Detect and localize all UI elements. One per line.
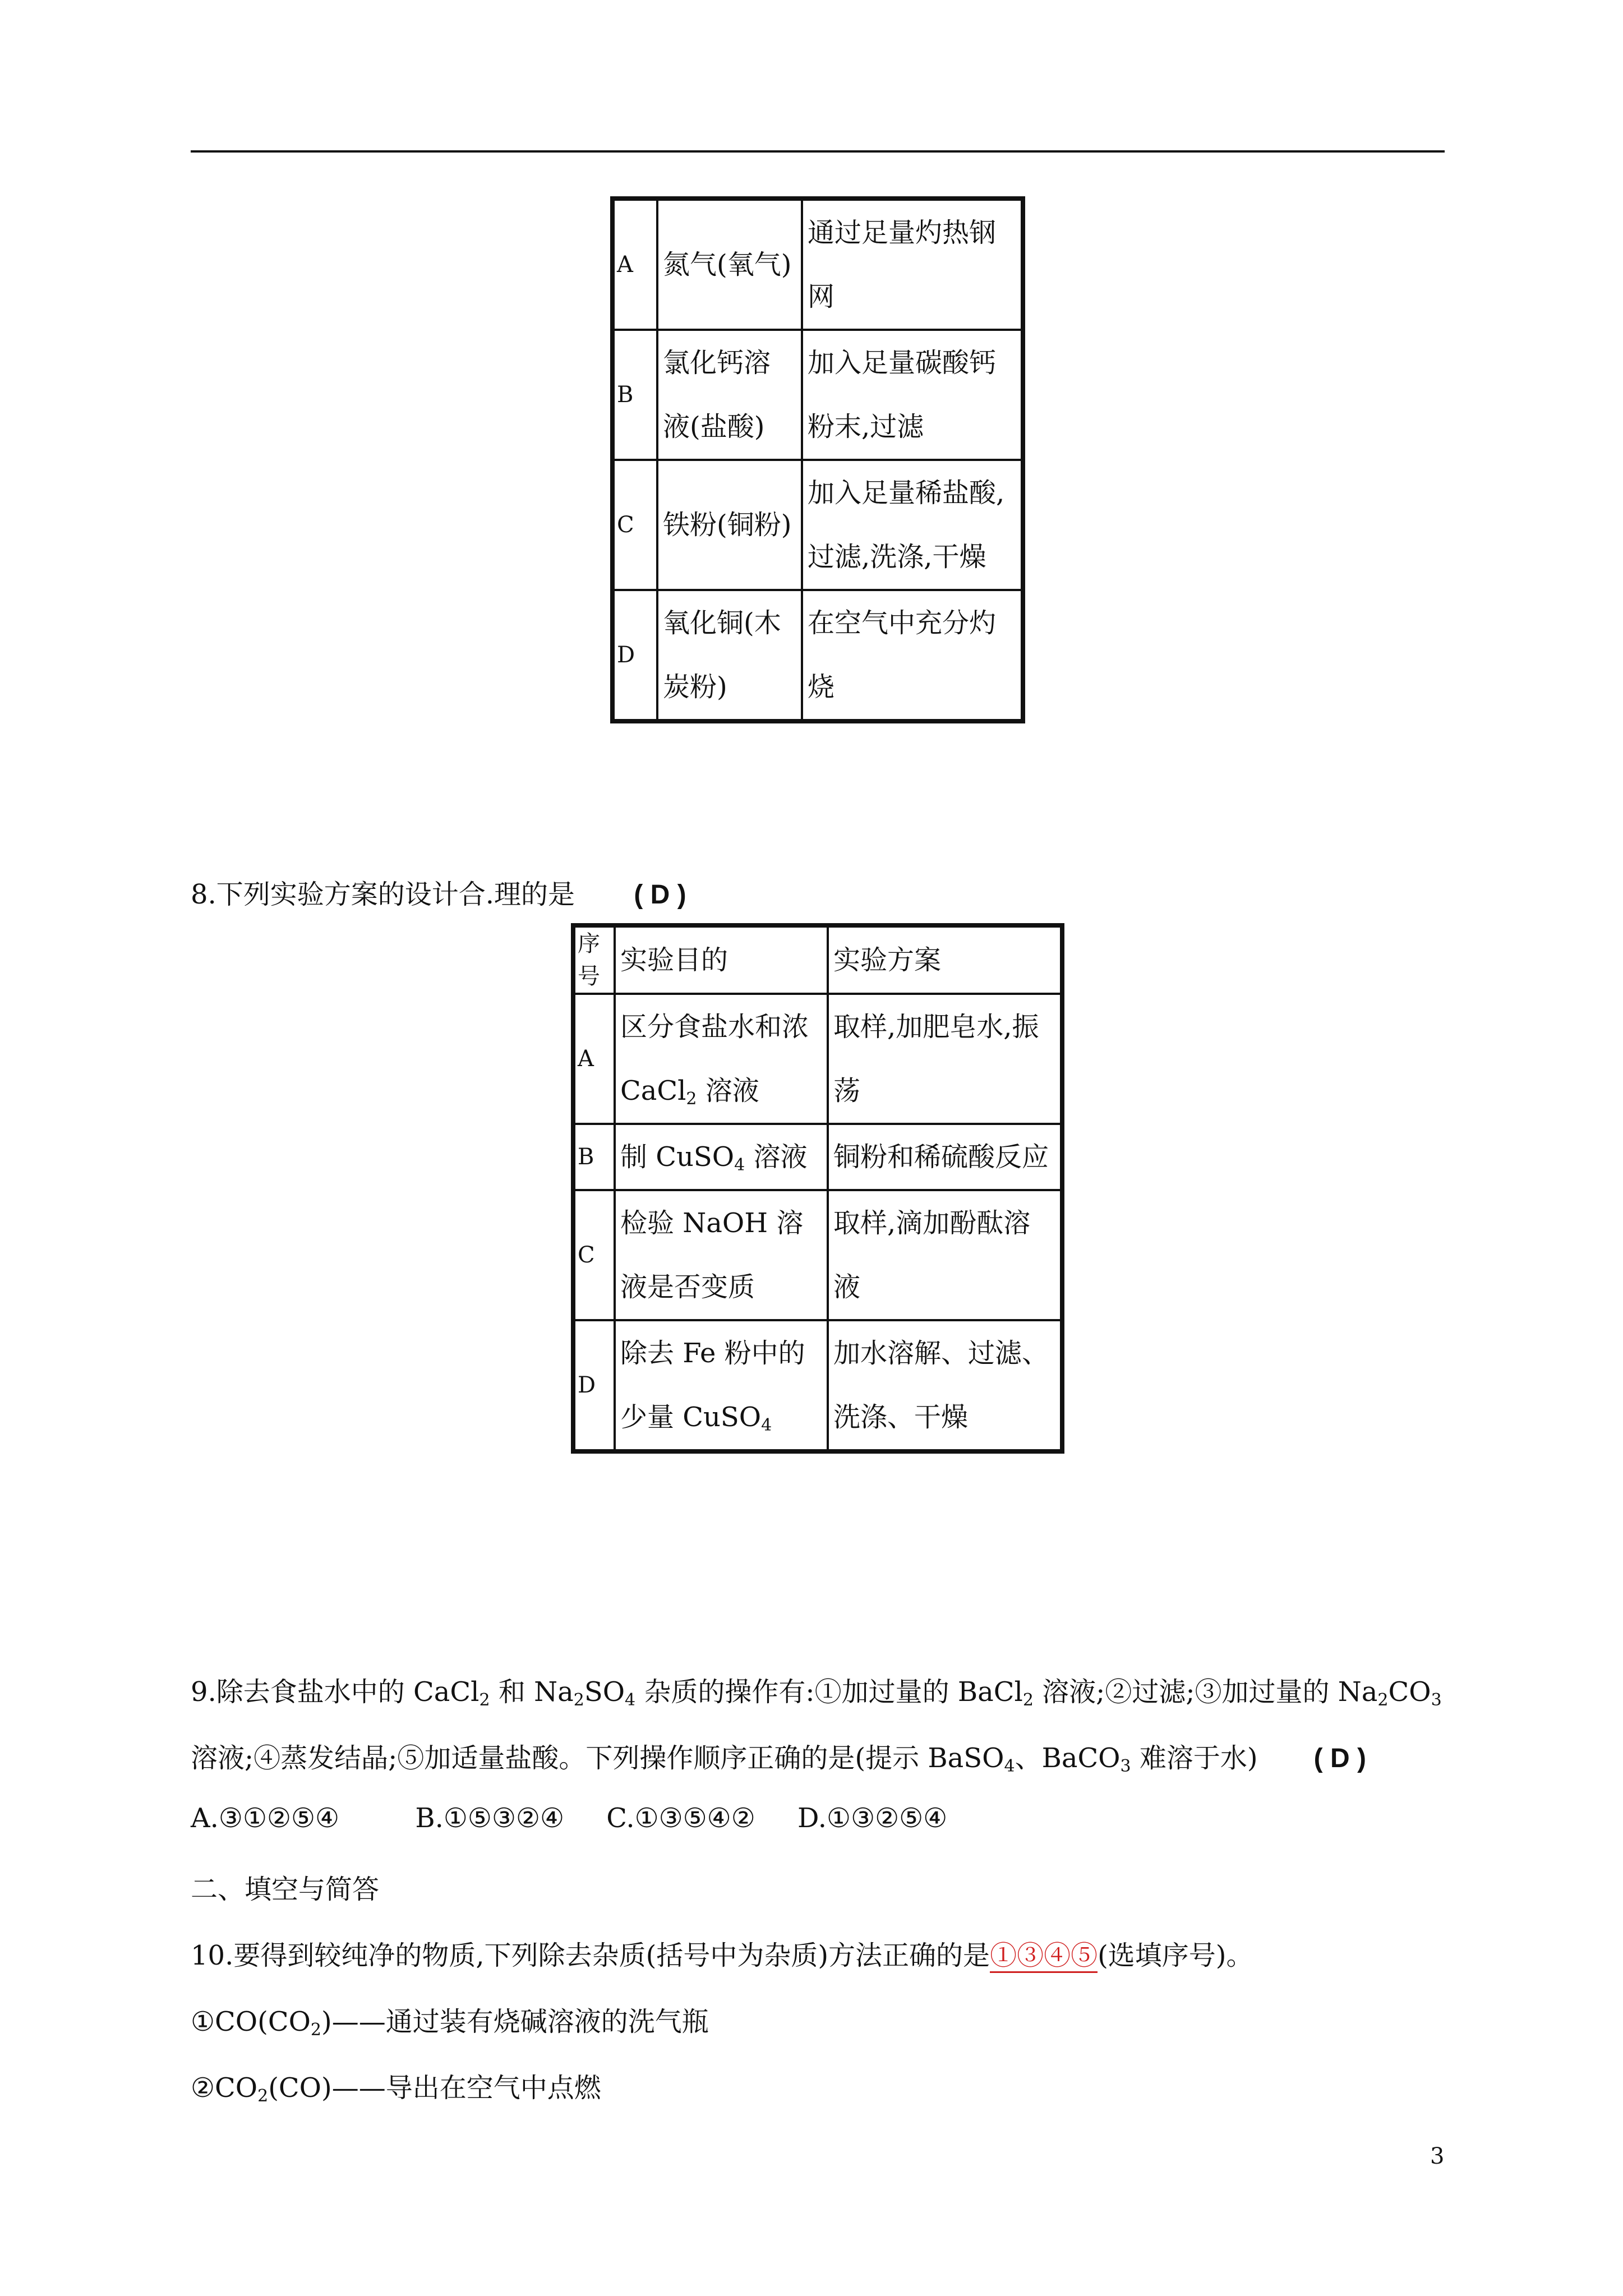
- option-d: D.①③②⑤④: [797, 1802, 948, 1834]
- header-rule: [191, 150, 1445, 153]
- plan-cell: 取样,滴加酚酞溶液: [828, 1190, 1062, 1320]
- substance-cell: 铁粉(铜粉): [657, 460, 802, 590]
- table-row: [573, 1190, 1062, 1320]
- header-index: 序号: [573, 925, 615, 994]
- row-label: B: [573, 1124, 615, 1190]
- question-9-line-2: 溶液;④蒸发结晶;⑤加适量盐酸。下列操作顺序正确的是(提示 BaSO$_4$、BaCO$_3$ 难溶于水) ( D ): [191, 1742, 1366, 1776]
- question-9-answer: ( D ): [1313, 1744, 1366, 1773]
- header-purpose: 实验目的: [615, 925, 828, 994]
- question-8-answer: ( D ): [634, 880, 686, 910]
- purpose-cell: 检验 NaOH 溶液是否变质: [615, 1190, 828, 1320]
- section-heading: 二、填空与简答: [191, 1874, 380, 1905]
- experiment-plan-table: [571, 923, 1064, 1454]
- question-8-stem: [191, 873, 686, 911]
- purpose-cell: 制 CuSO$_4$ 溶液: [615, 1124, 828, 1190]
- page-number: 3: [1430, 2143, 1445, 2169]
- question-9-line-1: 9.除去食盐水中的 CaCl$_2$ 和 $Na_2SO_4$ 杂质的操作有:①加过量的 BaCl$_2$ 溶液;②过滤;③加过量的 $Na_2CO_3$: [191, 1676, 1442, 1710]
- option-b: B.①⑤③②④: [415, 1802, 565, 1834]
- table-row: [612, 460, 1023, 590]
- method-cell: 在空气中充分灼烧: [802, 590, 1023, 721]
- option-a: A.③①②⑤④: [191, 1802, 340, 1834]
- table-row: [612, 590, 1023, 721]
- table-row: [612, 330, 1023, 460]
- row-label: D: [612, 590, 657, 721]
- method-cell: 加入足量稀盐酸,过滤,洗涤,干燥: [802, 460, 1023, 590]
- purpose-cell: 区分食盐水和浓 CaCl$_2$ 溶液: [615, 994, 828, 1124]
- row-label: C: [573, 1190, 615, 1320]
- substance-cell: 氧化铜(木炭粉): [657, 590, 802, 721]
- table-row: [612, 199, 1023, 330]
- table-row: [573, 1320, 1062, 1451]
- table-header-row: [573, 925, 1062, 994]
- row-label: A: [612, 199, 657, 330]
- substance-cell: 氮气(氧气): [657, 199, 802, 330]
- method-cell: 通过足量灼热钢网: [802, 199, 1023, 330]
- question-8-text: 8.下列实验方案的设计合.理的是: [191, 879, 575, 910]
- question-10-item-1: $①CO(CO_2)——$通过装有烧碱溶液的洗气瓶: [191, 2006, 709, 2040]
- option-c: C.①③⑤④②: [606, 1802, 755, 1834]
- table-row: [573, 994, 1062, 1124]
- row-label: B: [612, 330, 657, 460]
- substance-cell: 氯化钙溶液(盐酸): [657, 330, 802, 460]
- plan-cell: 取样,加肥皂水,振荡: [828, 994, 1062, 1124]
- question-10-stem: 10.要得到较纯净的物质,下列除去杂质(括号中为杂质)方法正确的是①③④⑤(选填序号)。: [191, 1934, 1253, 1972]
- method-cell: 加入足量碳酸钙粉末,过滤: [802, 330, 1023, 460]
- row-label: C: [612, 460, 657, 590]
- table-row: [573, 1124, 1062, 1190]
- row-label: D: [573, 1320, 615, 1451]
- plan-cell: 加水溶解、过滤、洗涤、干燥: [828, 1320, 1062, 1451]
- plan-cell: 铜粉和稀硫酸反应: [828, 1124, 1062, 1190]
- header-plan: 实验方案: [828, 925, 1062, 994]
- row-label: A: [573, 994, 615, 1124]
- purpose-cell: 除去 Fe 粉中的少量 CuSO$_4$: [615, 1320, 828, 1451]
- question-10-answer: ①③④⑤: [990, 1940, 1098, 1973]
- question-10-item-2: $②CO_2(CO)——$导出在空气中点燃: [191, 2072, 601, 2106]
- impurity-removal-table: [610, 196, 1025, 723]
- question-9-options: [191, 1802, 947, 1834]
